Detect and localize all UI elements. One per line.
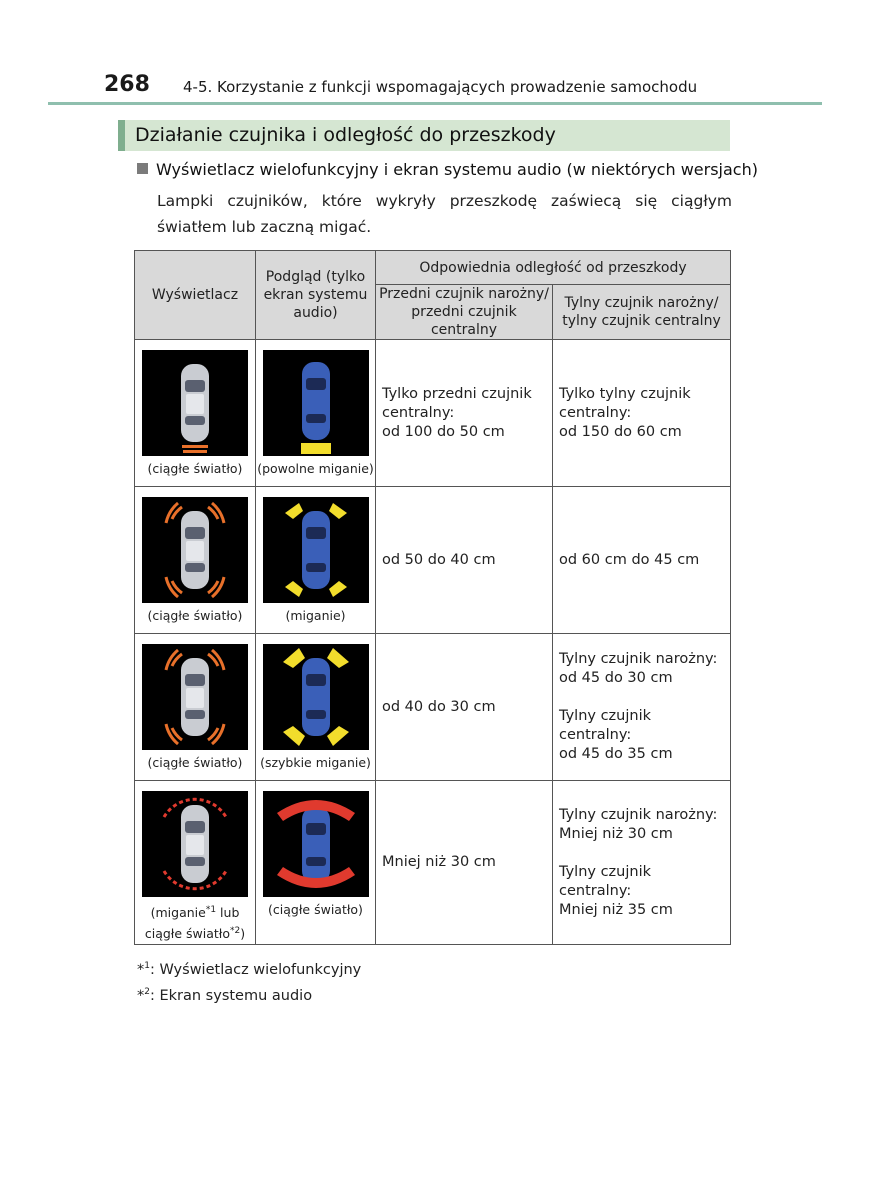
rear-center-line: od 45 do 35 cm [559,746,673,762]
display-cell [135,634,256,781]
section-title: Działanie czujnika i odległość do przeszkody [135,124,556,146]
car-body [181,511,209,589]
preview-cell [256,340,376,487]
car-sensor-display-image [142,497,248,603]
footnote-number: 1 [144,961,150,971]
header-front-sensor: Przedni czujnik narożny/ przedni czujnik centralny [376,285,553,340]
car-sensor-preview-image [263,644,369,750]
footnote-mark: * [137,961,145,978]
rear-corner-line: Tylny czujnik narożny: [559,806,718,823]
section-bar [118,120,730,151]
display-caption: (ciągłe światło) [147,608,243,623]
caption-part: ciągłe światło [144,926,230,942]
car-body [181,658,209,736]
caption-part: lub [220,905,240,921]
footnotes [137,955,361,1007]
car-body [302,658,330,736]
front-line: od 100 do 50 cm [382,423,505,440]
rear-corner-line: Mniej niż 30 cm [559,825,673,842]
preview-caption: (ciągłe światło) [268,902,363,917]
rear-line: od 60 cm do 45 cm [559,551,700,568]
preview-caption: (miganie) [285,608,346,623]
preview-caption: (powolne miganie) [257,461,374,476]
header-display: Wyświetlacz [135,251,256,340]
display-caption: (ciągłe światło) [147,755,243,770]
table-header-row [135,251,731,285]
rear-distance-cell [553,781,731,945]
yellow-sensor [301,443,331,454]
car-sensor-preview-image [263,497,369,603]
spacer [559,844,726,863]
caption-part: ) [240,926,246,942]
front-distance-cell [376,634,553,781]
front-line: Mniej niż 30 cm [382,854,496,870]
table-row [135,781,731,945]
display-cell [135,781,256,945]
rear-line: od 150 do 60 cm [559,423,682,440]
sensor-distance-table [134,250,731,945]
front-line: centralny: [382,404,455,421]
header-distance: Odpowiednia odległość od przeszkody [376,251,731,285]
car-sensor-display-image [142,350,248,456]
table-row [135,340,731,487]
rear-center-line: Tylny czujnik centralny: [559,863,652,899]
body-text: Lampki czujników, które wykryły przeszkodę zaświecą się ciągłym światłem lub zaczną migać. [157,192,732,236]
front-distance-cell [376,781,553,945]
header-preview: Podgląd (tylko ekran systemu audio) [256,251,376,340]
preview-cell [256,487,376,634]
header-rear-sensor: Tylny czujnik narożny/ tylny czujnik centralny [553,285,731,340]
rear-distance-cell [553,487,731,634]
header-rule [48,102,822,105]
square-bullet-icon [137,163,148,174]
car-sensor-display-image [142,644,248,750]
rear-line: centralny: [559,404,632,421]
rear-center-line: Tylny czujnik centralny: [559,708,652,743]
subheading [137,160,758,179]
display-caption [135,901,255,943]
footnote-ref: *2 [230,926,241,937]
rear-line: Tylko tylny czujnik [559,385,691,402]
footnote-text: : Wyświetlacz wielofunkcyjny [149,961,362,978]
car-body [302,807,330,883]
rear-corner-line: Tylny czujnik narożny: [559,651,718,667]
table-row [135,634,731,781]
footnote-2 [137,981,361,1007]
table-row [135,487,731,634]
preview-cell [256,634,376,781]
footnote-number: 2 [144,986,150,997]
front-line: od 40 do 30 cm [382,698,496,715]
preview-cell [256,781,376,945]
chapter-title: 4-5. Korzystanie z funkcji wspomagających prowadzenie samochodu [183,78,698,96]
car-body [181,805,209,883]
front-distance-cell [376,487,553,634]
front-line: od 50 do 40 cm [382,551,496,568]
preview-caption: (szybkie miganie) [260,755,371,770]
rear-distance-cell [553,634,731,781]
subheading-text: Wyświetlacz wielofunkcyjny i ekran systemu audio (w niektórych wersjach) [156,160,758,179]
car-sensor-preview-image [263,791,369,897]
footnote-mark: * [137,987,145,1004]
car-body [302,362,330,440]
rear-corner-line: od 45 do 30 cm [559,670,673,686]
rear-distance-cell [553,340,731,487]
footnote-ref: *1 [205,905,217,915]
rear-center-line: Mniej niż 35 cm [559,901,673,918]
display-cell [135,487,256,634]
footnote-text: : Ekran systemu audio [149,987,313,1004]
spacer [559,688,726,707]
front-distance-cell [376,340,553,487]
caption-part: (miganie [150,905,206,921]
car-body [302,511,330,589]
car-sensor-preview-image [263,350,369,456]
footnote-1 [137,955,361,981]
car-body [181,364,209,442]
page-number: 268 [104,72,150,97]
front-line: Tylko przedni czujnik [382,385,532,402]
display-cell [135,340,256,487]
car-sensor-display-image [142,791,248,897]
display-caption: (ciągłe światło) [147,461,243,476]
